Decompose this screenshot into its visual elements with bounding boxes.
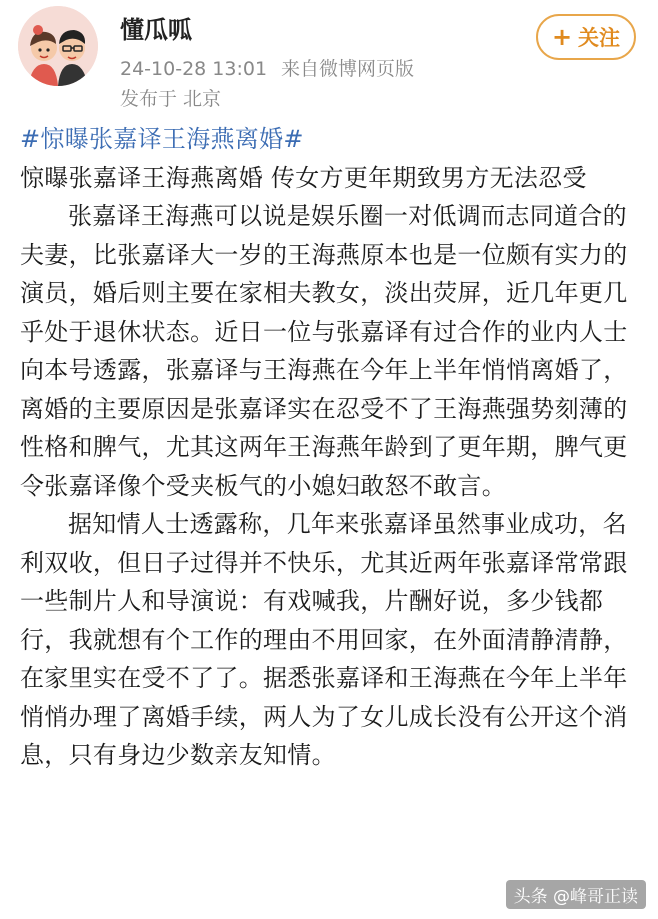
paragraph: 张嘉译王海燕可以说是娱乐圈一对低调而志同道合的夫妻，比张嘉译大一岁的王海燕原本也是一位颇有实力的演员，婚后则主要在家相夫教女，淡出荧屏，近几年更几乎处于退休状态。近日一位与张嘉译有过合作的业内人士向本号透露，张嘉译与王海燕在今年上半年悄悄离婚了，离婚的主要原因是张嘉译实在忍受不了王海燕强势刻薄的性格和脾气，尤其这两年王海燕年龄到了更年期，脾气更令张嘉译像个受夹板气的小媳妇敢怒不敢言。 bbox=[20, 202, 628, 500]
avatar[interactable] bbox=[18, 6, 98, 86]
post-location: 发布于 北京 bbox=[120, 88, 222, 110]
post-source: 来自微博网页版 bbox=[281, 58, 415, 80]
follow-button[interactable] bbox=[536, 14, 636, 60]
post-timestamp: 24-10-28 13:01 bbox=[120, 58, 268, 80]
hashtag-link[interactable]: #惊曝张嘉译王海燕离婚# bbox=[20, 125, 304, 153]
avatar-cartoon-icon bbox=[18, 6, 98, 86]
watermark: 头条 @峰哥正读 bbox=[506, 880, 646, 909]
post-meta bbox=[120, 54, 414, 81]
username[interactable]: 懂瓜呱 bbox=[120, 16, 192, 44]
post-subtitle: 惊曝张嘉译王海燕离婚 传女方更年期致男方无法忍受 bbox=[20, 163, 587, 192]
post-header bbox=[0, 0, 658, 120]
post-content bbox=[20, 120, 642, 775]
paragraph: 据知情人士透露称，几年来张嘉译虽然事业成功，名利双收，但日子过得并不快乐，尤其近两年张嘉译常常跟一些制片人和导演说：有戏喊我，片酬好说，多少钱都行，我就想有个工作的理由不用回家，在外面清静清静，在家里实在受不了了。据悉张嘉译和王海燕在今年上半年悄悄办理了离婚手续，两人为了女儿成长没有公开这个消息，只有身边少数亲友知情。 bbox=[20, 510, 628, 769]
follow-label: 关注 bbox=[578, 26, 621, 50]
plus-icon: + bbox=[551, 23, 573, 51]
